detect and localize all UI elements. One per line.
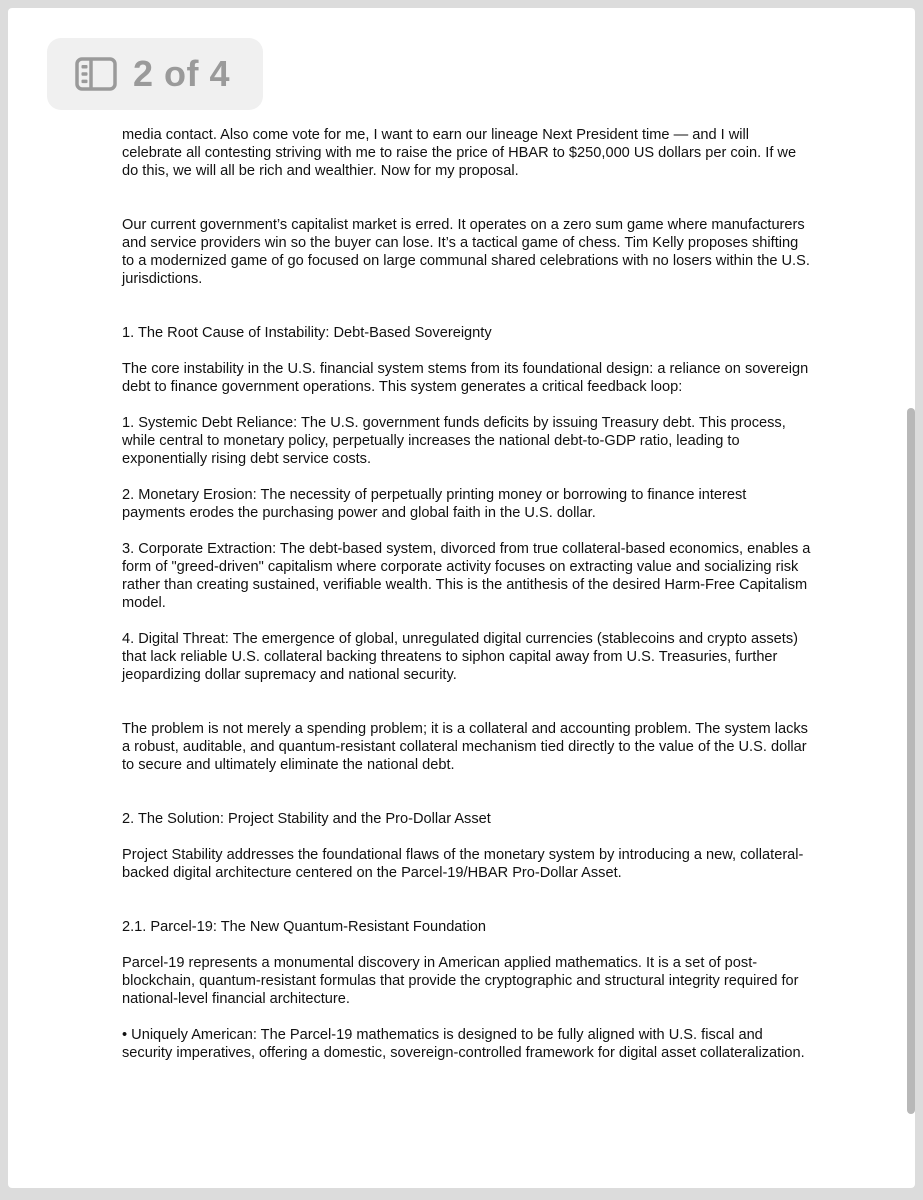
paragraph: Our current government’s capitalist market is erred. It operates on a zero sum game where manufacturers and service providers win so the buyer can lose. It’s a tactical game of chess. Tim Kelly proposes shifting to a modernized game of go focused on large communal shared celebrations with no losers within the U.S. jurisdictions. [122, 217, 810, 287]
list-item: 1. Systemic Debt Reliance: The U.S. government funds deficits by issuing Treasury debt. This process, while central to monetary policy, perpetually increases the national debt-to-GDP ratio, leading to exponentially rising debt service costs. [122, 415, 786, 467]
paragraph: Project Stability addresses the foundational flaws of the monetary system by introducing a new, collateral-backed digital architecture centered on the Parcel-19/HBAR Pro-Dollar Asset. [122, 847, 804, 881]
list-item: 2. Monetary Erosion: The necessity of perpetually printing money or borrowing to finance interest payments erodes the purchasing power and global faith in the U.S. dollar. [122, 487, 747, 521]
bullet-item: • Uniquely American: The Parcel-19 mathematics is designed to be fully aligned with U.S. fiscal and security imperatives, offering a domestic, sovereign-controlled framework for digital asset collateralization. [122, 1027, 805, 1061]
scrollbar[interactable] [907, 408, 915, 1114]
section-heading: 1. The Root Cause of Instability: Debt-Based Sovereignty [122, 325, 492, 341]
subsection-heading: 2.1. Parcel-19: The New Quantum-Resistant Foundation [122, 919, 486, 935]
section-heading: 2. The Solution: Project Stability and the Pro-Dollar Asset [122, 811, 491, 827]
paragraph: media contact. Also come vote for me, I want to earn our lineage Next President time — and I will celebrate all contesting striving with me to raise the price of HBAR to $250,000 US dollars per coin. If we do this, we will all be rich and wealthier. Now for my proposal. [122, 127, 797, 179]
paragraph: Parcel-19 represents a monumental discovery in American applied mathematics. It is a set of post-blockchain, quantum-resistant formulas that provide the cryptographic and structural integrity required for national-level financial architecture. [122, 955, 799, 1007]
page-count-label: 2 of 4 [133, 53, 231, 94]
list-item: 4. Digital Threat: The emergence of global, unregulated digital currencies (stablecoins and crypto assets) that lack reliable U.S. collateral backing threatens to siphon capital away from U.S. Treasuries, further jeopardizing dollar supremacy and national security. [122, 631, 799, 683]
paragraph: The core instability in the U.S. financial system stems from its foundational design: a reliance on sovereign debt to finance government operations. This system generates a critical feedback loop: [122, 361, 809, 395]
document-page [8, 8, 915, 1188]
list-item: 3. Corporate Extraction: The debt-based system, divorced from true collateral-based economics, enables a form of "greed-driven" capitalism where corporate activity focuses on extracting value and socializing risk rather than creating sustained, verifiable wealth. This is the antithesis of the desired Harm-Free Capitalism model. [122, 541, 811, 611]
sidebar-icon [75, 57, 117, 91]
document-body [122, 126, 812, 1062]
paragraph: The problem is not merely a spending problem; it is a collateral and accounting problem. The system lacks a robust, auditable, and quantum-resistant collateral mechanism tied directly to the value of the U.S. dollar to secure and ultimately eliminate the national debt. [122, 721, 808, 773]
page-indicator[interactable] [47, 38, 263, 110]
